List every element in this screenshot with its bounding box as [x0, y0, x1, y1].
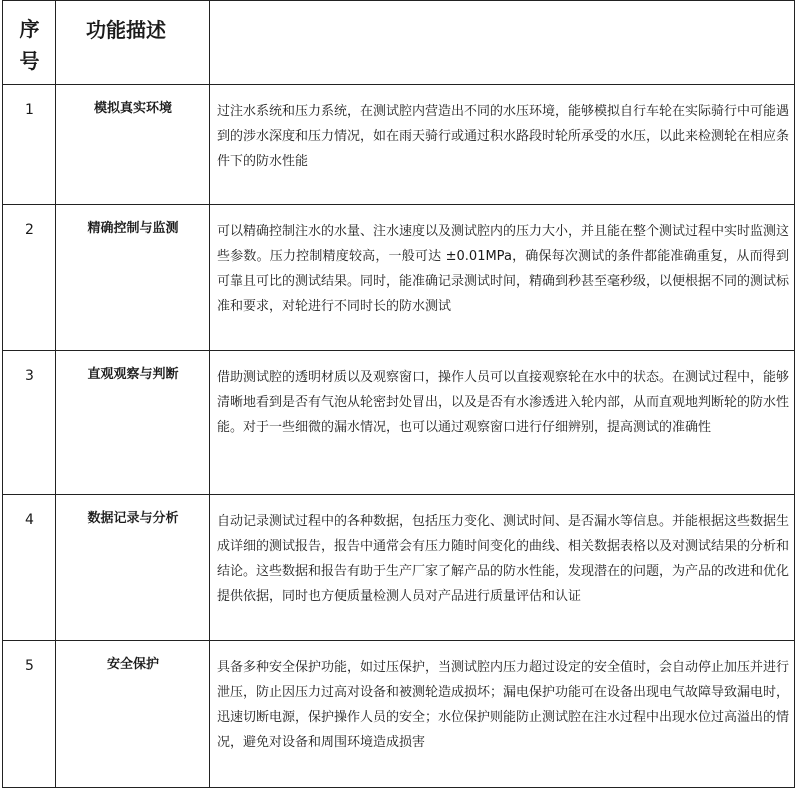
table-header-row — [3, 1, 794, 85]
row-desc-cell — [210, 205, 794, 350]
row-title-cell — [56, 495, 210, 640]
row-num-cell — [3, 351, 56, 494]
table-row — [3, 85, 794, 205]
header-title-label: 功能描述 — [86, 18, 166, 42]
function-table — [2, 0, 795, 788]
row-title-cell — [56, 641, 210, 787]
row-desc: 具备多种安全保护功能，如过压保护，当测试腔内压力超过设定的安全值时，会自动停止加压并进行泄压，防止因压力过高对设备和被测轮造成损坏；漏电保护功能可在设备出现电气故障导致漏电时，迅速切断电源，保护操作人员的安全；水位保护则能防止测试腔在注水过程中出现水位过高溢出的情况，避免对设备和周围环境造成损害 — [217, 660, 790, 750]
row-num-cell — [3, 495, 56, 640]
row-title-cell — [56, 351, 210, 494]
row-num-cell — [3, 85, 56, 204]
header-desc-cell — [210, 1, 794, 84]
row-desc: 借助测试腔的透明材质以及观察窗口，操作人员可以直接观察轮在水中的状态。在测试过程中，能够清晰地看到是否有气泡从轮密封处冒出，以及是否有水渗透进入轮内部，从而直观地判断轮的防水性能。对于一些细微的漏水情况，也可以通过观察窗口进行仔细辨别，提高测试的准确性 — [217, 370, 790, 435]
row-title-cell — [56, 85, 210, 204]
row-desc: 过注水系统和压力系统，在测试腔内营造出不同的水压环境，能够模拟自行车轮在实际骑行中可能遇到的涉水深度和压力情况，如在雨天骑行或通过积水路段时轮所承受的水压，以此来检测轮在相应条件下的防水性能 — [217, 104, 790, 169]
row-title: 直观观察与判断 — [87, 367, 179, 382]
row-title: 模拟真实环境 — [93, 101, 172, 116]
row-num: 5 — [25, 658, 34, 674]
row-desc-cell — [210, 351, 794, 494]
table-row — [3, 351, 794, 495]
header-title-cell — [56, 1, 210, 84]
table-row — [3, 205, 794, 351]
row-title-cell — [56, 205, 210, 350]
row-title: 精确控制与监测 — [87, 221, 179, 236]
row-num: 2 — [25, 222, 34, 238]
row-title: 数据记录与分析 — [87, 511, 179, 526]
row-num-cell — [3, 641, 56, 787]
row-desc-cell — [210, 641, 794, 787]
row-num: 1 — [25, 102, 34, 118]
row-title: 安全保护 — [106, 657, 159, 672]
header-num-label: 序号 — [19, 17, 40, 73]
row-desc: 自动记录测试过程中的各种数据，包括压力变化、测试时间、是否漏水等信息。并能根据这些数据生成详细的测试报告，报告中通常会有压力随时间变化的曲线、相关数据表格以及对测试结果的分析和结论。这些数据和报告有助于生产厂家了解产品的防水性能，发现潜在的问题，为产品的改进和优化提供依据，同时也方便质量检测人员对产品进行质量评估和认证 — [217, 514, 790, 604]
row-num-cell — [3, 205, 56, 350]
row-desc-cell — [210, 85, 794, 204]
row-num: 3 — [25, 368, 34, 384]
row-desc: 可以精确控制注水的水量、注水速度以及测试腔内的压力大小，并且能在整个测试过程中实时监测这些参数。压力控制精度较高，一般可达 ±0.01MPa，确保每次测试的条件都能准确重复，从而得到可靠且可比的测试结果。同时，能准确记录测试时间，精确到秒甚至毫秒级，以便根据不同的测试标准和要求，对轮进行不同时长的防水测试 — [217, 224, 790, 314]
row-num: 4 — [25, 512, 34, 528]
table-row — [3, 641, 794, 787]
table-row — [3, 495, 794, 641]
header-num-cell — [3, 1, 56, 84]
row-desc-cell — [210, 495, 794, 640]
